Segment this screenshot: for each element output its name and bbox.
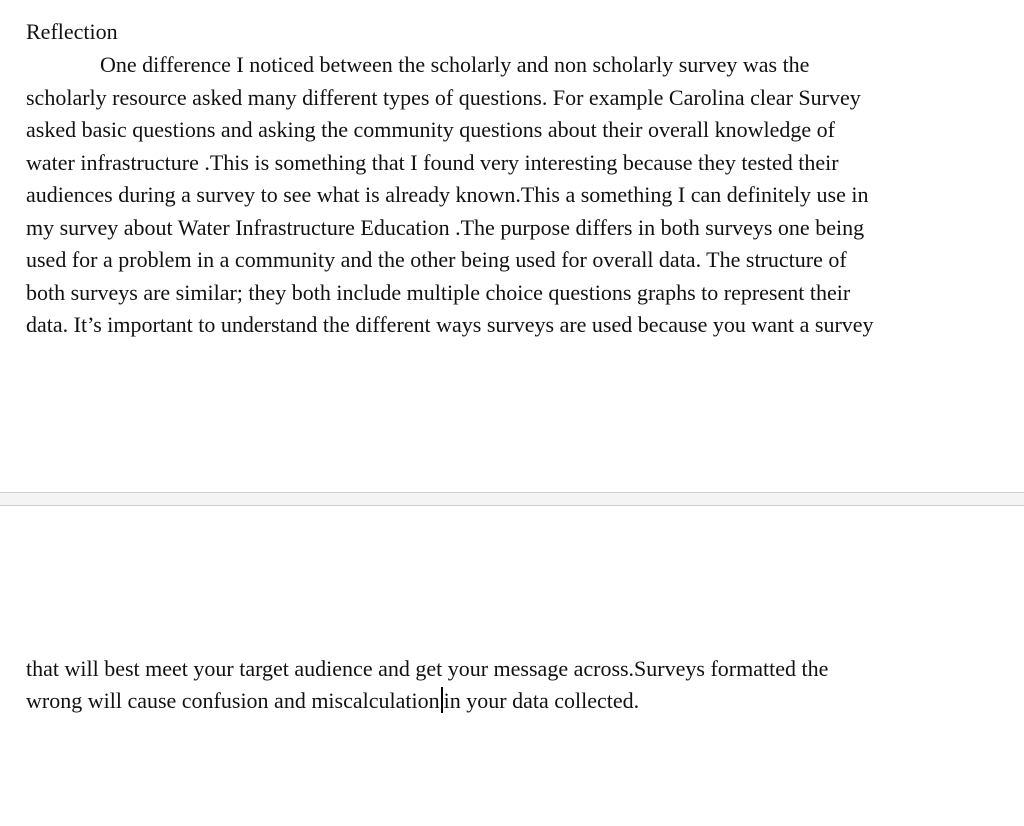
paragraph-line-with-cursor[interactable] xyxy=(26,685,639,718)
paragraph-line: scholarly resource asked many different types of questions. For example Carolina clear Survey xyxy=(26,85,861,110)
paragraph-line: that will best meet your target audience and get your message across.Surveys formatted the xyxy=(26,656,829,681)
paragraph-line: audiences during a survey to see what is already known.This a something I can definitely use in xyxy=(26,182,869,207)
paragraph-line: water infrastructure .This is something that I found very interesting because they tested their xyxy=(26,150,839,175)
paragraph-line: One difference I noticed between the scholarly and non scholarly survey was the xyxy=(100,52,810,77)
paragraph-line: used for a problem in a community and the other being used for overall data. The structure of xyxy=(26,247,847,272)
text-before-cursor: wrong will cause confusion and miscalculation xyxy=(26,688,440,713)
page-2[interactable] xyxy=(0,506,1024,826)
paragraph-line: data. It’s important to understand the different ways surveys are used because you want a survey xyxy=(26,312,874,337)
page-break-separator xyxy=(0,492,1024,506)
document-heading: Reflection xyxy=(26,19,118,44)
paragraph-line: both surveys are similar; they both include multiple choice questions graphs to represent their xyxy=(26,280,851,305)
paragraph-line: asked basic questions and asking the community questions about their overall knowledge of xyxy=(26,117,835,142)
text-after-cursor: in your data collected. xyxy=(443,688,640,713)
paragraph-line: my survey about Water Infrastructure Education .The purpose differs in both surveys one being xyxy=(26,215,865,240)
text-cursor xyxy=(441,687,443,713)
